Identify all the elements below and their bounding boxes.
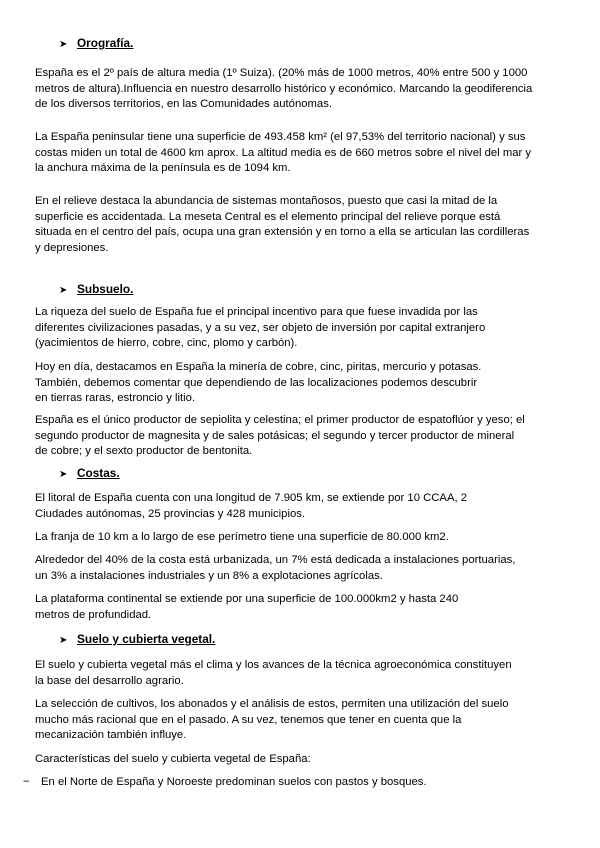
- bullet-item: [23, 775, 563, 791]
- paragraph: España es el 2º país de altura media (1º Suiza). (20% más de 1000 metros, 40% entre 500 y 1000 metros de altura).Influencia en nuestro desarrollo histórico y económico. Marcando la geodiferencia de los diversos territorios, en las Comunidades autónomas.: [35, 67, 533, 110]
- paragraph: España es el único productor de sepiolita y celestina; el primer productor de espatoflúor y yeso; el segundo productor de magnesita y de sales potásicas; el segundo y tercer productor de mineral de cobre; y el sexto productor de bentonita.: [35, 414, 525, 457]
- paragraph: Hoy en día, destacamos en España la minería de cobre, cinc, piritas, mercurio y potasas. También, debemos comentar que dependiendo de las localizaciones podemos descubrir en tierras raras, estroncio y litio.: [35, 361, 482, 404]
- dash-bullet: −: [23, 776, 30, 788]
- section-heading-orografia: ➤ Orografía.: [59, 36, 133, 53]
- section-heading-suelo: ➤ Suelo y cubierta vegetal.: [59, 632, 215, 649]
- paragraph: La riqueza del suelo de España fue el principal incentivo para que fuese invadida por las diferentes civilizaciones pasadas, y a su vez, ser objeto de inversión por capital extranjero (yacimientos de hierro, cobre, cinc, plomo y carbón).: [35, 306, 486, 349]
- paragraph: La franja de 10 km a lo largo de ese perímetro tiene una superficie de 80.000 km2.: [35, 531, 449, 543]
- paragraph: El litoral de España cuenta con una longitud de 7.905 km, se extiende por 10 CCAA, 2 Ciudades autónomas, 25 provincias y 428 municipios.: [35, 492, 468, 520]
- paragraph: La selección de cultivos, los abonados y el análisis de estos, permiten una utilización del suelo mucho más racional que en el pasado. A su vez, tenemos que tener en cuenta que la mecanización también influye.: [35, 698, 509, 741]
- arrow-bullet-icon: ➤: [59, 39, 68, 50]
- paragraph: El suelo y cubierta vegetal más el clima y los avances de la técnica agroeconómica constituyen la base del desarrollo agrario.: [35, 659, 512, 687]
- paragraph: En el relieve destaca la abundancia de sistemas montañosos, puesto que casi la mitad de la superficie es accidentada. La meseta Central es el elemento principal del relieve porque está situada en el centro del país, ocupa una gran extensión y en torno a ella se articulan las cordilleras y depresiones.: [35, 195, 530, 254]
- paragraph: La plataforma continental se extiende por una superficie de 100.000km2 y hasta 240 metros de profundidad.: [35, 593, 459, 621]
- section-heading-subsuelo: ➤ Subsuelo.: [59, 282, 133, 299]
- arrow-bullet-icon: ➤: [59, 635, 68, 646]
- paragraph: Alrededor del 40% de la costa está urbanizada, un 7% está dedicada a instalaciones portuarias, un 3% a instalaciones industriales y un 8% a explotaciones agrícolas.: [35, 554, 516, 582]
- arrow-bullet-icon: ➤: [59, 285, 68, 296]
- paragraph: La España peninsular tiene una superficie de 493.458 km² (el 97,53% del territorio nacional) y sus costas miden un total de 4600 km aprox. La altitud media es de 660 metros sobre el nivel del mar y la anchura máxima de la península es de 1094 km.: [35, 131, 532, 174]
- paragraph: Características del suelo y cubierta vegetal de España:: [35, 753, 311, 765]
- arrow-bullet-icon: ➤: [59, 469, 68, 480]
- bullet-text: En el Norte de España y Noroeste predominan suelos con pastos y bosques.: [41, 776, 427, 788]
- section-heading-costas: ➤ Costas.: [59, 466, 120, 483]
